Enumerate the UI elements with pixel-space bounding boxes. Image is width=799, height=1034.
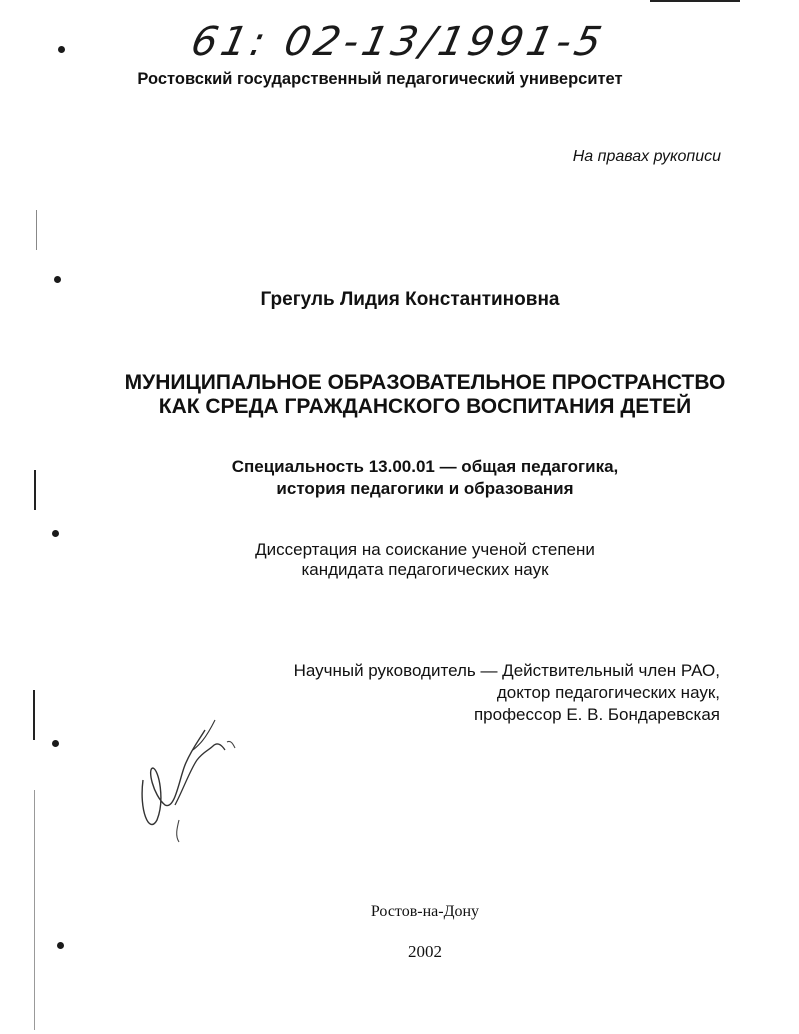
binding-hole-mark — [57, 942, 64, 949]
publication-city: Ростов-на-Дону — [370, 903, 480, 920]
dissertation-title — [0, 371, 799, 419]
scan-edge-line — [34, 470, 36, 510]
binding-hole-mark — [58, 46, 65, 53]
handwritten-signature — [135, 710, 245, 850]
manuscript-rights-note: На правах рукописи — [572, 148, 721, 165]
title-line-2: КАК СРЕДА ГРАЖДАНСКОГО ВОСПИТАНИЯ ДЕТЕЙ — [158, 395, 692, 418]
advisor-line-2: доктор педагогических наук, — [496, 683, 720, 702]
publication-year: 2002 — [408, 942, 442, 961]
scan-edge-line — [36, 210, 37, 250]
advisor-line-3: профессор Е. В. Бондаревская — [473, 705, 720, 724]
degree-line-1: Диссертация на соискание ученой степени — [255, 540, 595, 559]
signature-icon — [135, 710, 245, 850]
handwritten-archive-code — [187, 14, 612, 74]
scientific-advisor — [294, 660, 720, 726]
binding-hole-mark — [52, 530, 59, 537]
degree-statement — [0, 540, 799, 580]
scan-edge-line — [34, 790, 35, 1030]
specialty-line-2: история педагогики и образования — [276, 479, 574, 498]
advisor-line-1: Научный руководитель — Действительный член РАО, — [293, 661, 720, 680]
binding-hole-mark — [52, 740, 59, 747]
title-line-1: МУНИЦИПАЛЬНОЕ ОБРАЗОВАТЕЛЬНОЕ ПРОСТРАНСТВО — [124, 371, 726, 394]
scan-edge-line — [33, 690, 35, 740]
binding-hole-mark — [54, 276, 61, 283]
specialty — [0, 456, 799, 500]
archive-code-text: 61: 02-13/1991-5 — [187, 19, 610, 65]
author-name: Грегуль Лидия Константиновна — [260, 289, 560, 310]
scan-top-edge — [650, 0, 740, 2]
specialty-line-1: Специальность 13.00.01 — общая педагогика, — [231, 457, 619, 476]
university-name: Ростовский государственный педагогический университет — [137, 70, 623, 88]
degree-line-2: кандидата педагогических наук — [301, 560, 549, 579]
